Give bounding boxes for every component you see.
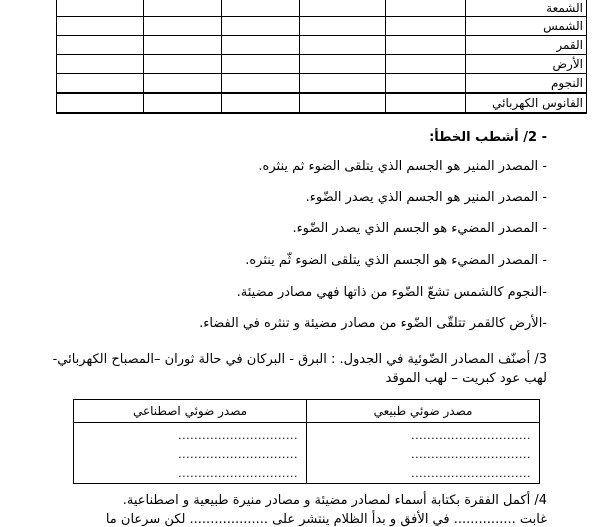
answer-cell[interactable] [386,36,466,55]
dotted-line[interactable]: .............................. [411,467,531,480]
natural-answer-cell[interactable] [307,423,540,484]
table-row [57,36,587,55]
section4-paragraph: غابت ............... في الأفق و بدأ الظلام ينتشر على ................... لكن سرعان ما [105,512,547,527]
answer-cell[interactable] [300,55,386,74]
object-name: الأرض [466,55,587,74]
answer-cell[interactable] [57,17,144,36]
section3-line2: لهب عود كبريت – لهب الموقد [385,371,547,386]
answer-cell[interactable] [57,36,144,55]
answer-cell[interactable] [144,55,222,74]
answer-cell[interactable] [386,17,466,36]
col-artificial-header: مصدر ضوئي اصطناعي [74,400,307,423]
answer-cell[interactable] [300,74,386,94]
statement[interactable]: - المصدر المنير هو الجسم الذي يتلقى الضوء ثم ينثره. [258,159,547,174]
object-name: الفانوس الكهربائي [466,93,587,113]
answer-cell[interactable] [222,74,300,94]
col-natural-header: مصدر ضوئي طبيعي [307,400,540,423]
answer-cell[interactable] [222,17,300,36]
section3-question [27,350,547,388]
dotted-line[interactable]: .............................. [178,429,298,442]
answer-cell[interactable] [386,55,466,74]
answer-cell[interactable] [300,0,386,17]
object-name: النجوم [466,74,587,94]
table-row [57,93,587,113]
answer-cell[interactable] [222,93,300,113]
dotted-line[interactable]: .............................. [178,448,298,461]
answer-cell[interactable] [222,0,300,17]
statement[interactable]: -الأرض كالقمر تتلقّى الضّوء من مصادر مضيئة و تنثره في الفضاء. [199,316,547,331]
object-name: الشمس [466,17,587,36]
classification-table [56,0,587,114]
statement[interactable]: - المصدر المضيء هو الجسم الذي يصدر الضّوء. [292,221,547,236]
dotted-line[interactable]: .............................. [178,467,298,480]
statement[interactable]: - المصدر المنير هو الجسم الذي يصدر الضّوء. [305,190,547,205]
section4-question: 4/ أكمل الفقرة بكتابة أسماء لمصادر مضيئة و مصادر منيرة طبيعية و اصطناعية. [122,493,547,508]
table-row [57,17,587,36]
statement[interactable]: - المصدر المضيء هو الجسم الذي يتلقى الضوء ثّم ينثره. [245,253,547,268]
dotted-line[interactable]: .............................. [411,429,531,442]
answer-cell[interactable] [386,74,466,94]
section2-title: - 2/ أشطب الخطأ: [429,130,547,145]
answer-cell[interactable] [57,0,144,17]
table-row [57,74,587,94]
answer-cell[interactable] [300,93,386,113]
answer-cell[interactable] [144,17,222,36]
table-row [57,0,587,17]
answer-cell[interactable] [57,55,144,74]
answer-cell[interactable] [386,93,466,113]
answer-cell[interactable] [57,93,144,113]
light-source-table [73,399,540,484]
answer-cell[interactable] [144,36,222,55]
answer-cell[interactable] [222,36,300,55]
answer-cell[interactable] [144,93,222,113]
answer-cell[interactable] [222,55,300,74]
answer-cell[interactable] [144,0,222,17]
object-name: الشمعة [466,0,587,17]
object-name: القمر [466,36,587,55]
section3-line1: 3/ أصنّف المصادر الضّوئية في الجدول. : البرق - البركان في حالة ثوران –المصباح الكهربائي- [52,352,547,367]
answer-cell[interactable] [144,74,222,94]
answer-cell[interactable] [57,74,144,94]
table-row [57,55,587,74]
dotted-line[interactable]: .............................. [411,448,531,461]
answer-cell[interactable] [386,0,466,17]
answer-cell[interactable] [300,36,386,55]
statement[interactable]: -النجوم كالشمس تشعّ الضّوء من ذاتها فهي مصادر مضيئة. [236,285,547,300]
artificial-answer-cell[interactable] [74,423,307,484]
answer-cell[interactable] [300,17,386,36]
